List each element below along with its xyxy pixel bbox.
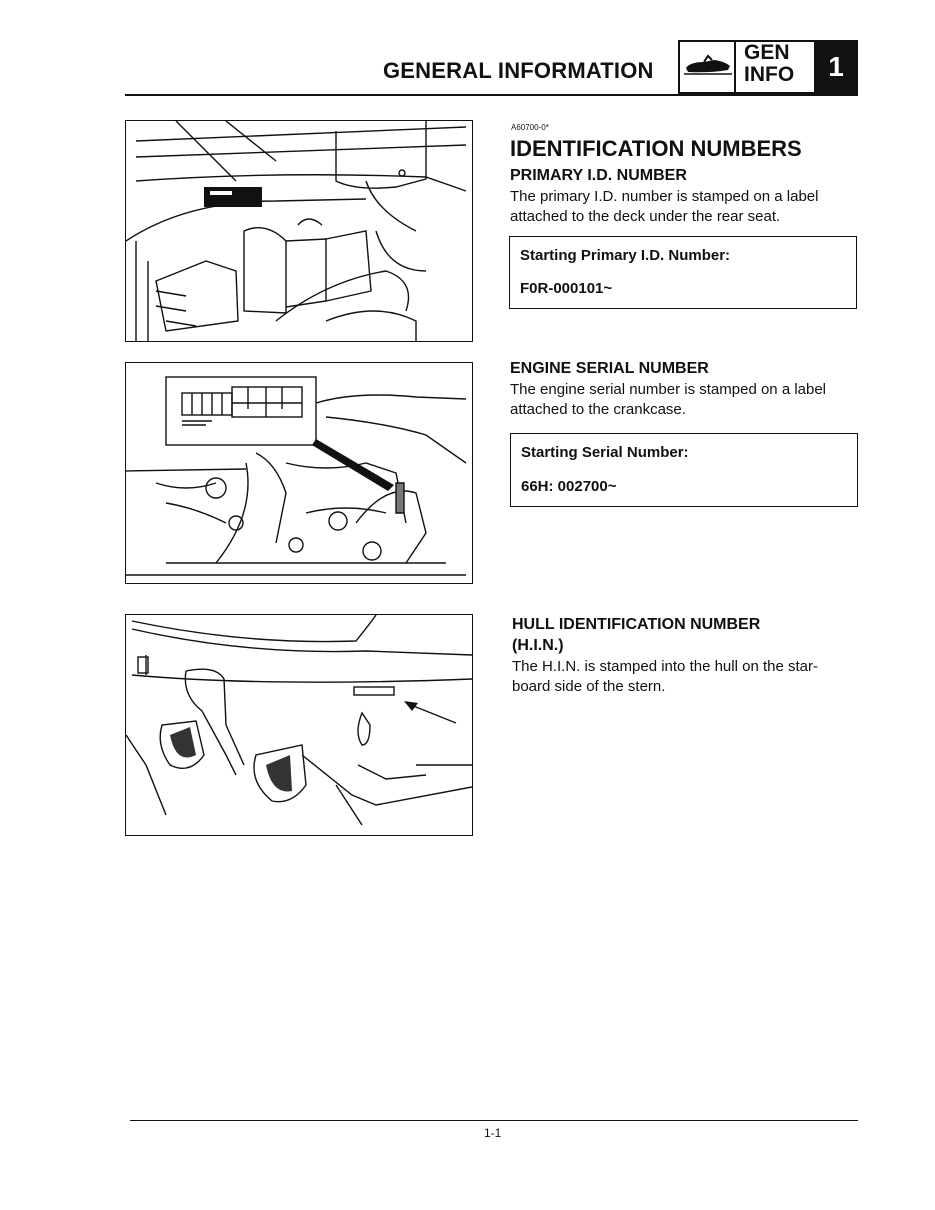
figure-hull-id xyxy=(125,614,473,836)
hull-id-heading-line2: (H.I.N.) xyxy=(512,637,564,654)
primary-id-text-line1: The primary I.D. number is stamped on a label xyxy=(510,188,819,205)
primary-id-text-line2: attached to the deck under the rear seat. xyxy=(510,208,781,225)
hull-id-text-line2: board side of the stern. xyxy=(512,678,666,695)
section-title: IDENTIFICATION NUMBERS xyxy=(510,136,802,161)
hull-id-text-line1: The H.I.N. is stamped into the hull on the star- xyxy=(512,658,818,675)
figure-engine-serial-label xyxy=(125,362,473,584)
tab-label-line1: GEN xyxy=(744,41,790,64)
watercraft-icon xyxy=(680,42,736,92)
engine-serial-spec-box xyxy=(510,433,858,507)
tab-number: 1 xyxy=(814,40,858,94)
engine-serial-spec-value: 66H: 002700~ xyxy=(521,478,617,495)
engine-serial-text-line2: attached to the crankcase. xyxy=(510,401,686,418)
engine-serial-spec-label: Starting Serial Number: xyxy=(521,444,689,461)
document-code: A60700-0* xyxy=(511,123,549,132)
engine-serial-text xyxy=(510,380,862,420)
figure-primary-id-label xyxy=(125,120,473,342)
engine-serial-heading: ENGINE SERIAL NUMBER xyxy=(510,360,709,377)
hull-id-text xyxy=(512,657,864,697)
tab-label-line2: INFO xyxy=(744,63,795,86)
hull-id-heading-line1: HULL IDENTIFICATION NUMBER xyxy=(512,616,761,633)
engine-serial-text-line1: The engine serial number is stamped on a label xyxy=(510,381,827,398)
hull-id-heading xyxy=(512,614,760,656)
footer-rule xyxy=(130,1120,858,1121)
page-number: 1-1 xyxy=(484,1126,502,1140)
page-title: GENERAL INFORMATION xyxy=(383,58,654,83)
primary-id-spec-value: F0R-000101~ xyxy=(520,280,613,297)
primary-id-heading: PRIMARY I.D. NUMBER xyxy=(510,167,687,184)
primary-id-spec-label: Starting Primary I.D. Number: xyxy=(520,247,731,264)
primary-id-spec-box xyxy=(509,236,857,309)
tab-label xyxy=(744,42,794,86)
header-rule xyxy=(125,94,858,96)
primary-id-text xyxy=(510,187,862,227)
